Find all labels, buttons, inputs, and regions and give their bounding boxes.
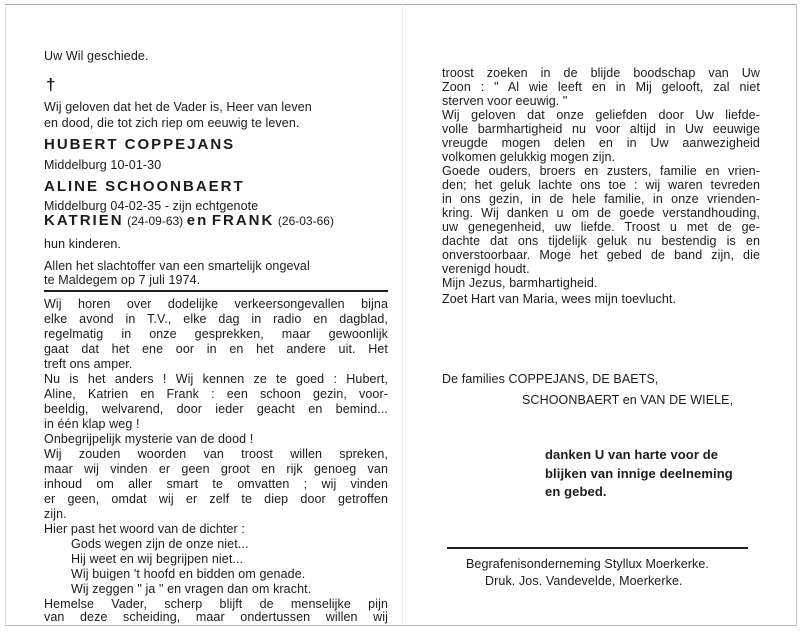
meditation-line: inhoud om aller smart te omvatten ; wij vinden	[44, 477, 388, 491]
prayer-line: den; het geluk lachte ons toe : wij waren tevreden	[442, 178, 760, 192]
meditation-line: regelmatig in onze gesprekken, maar gewoonlijk	[44, 327, 388, 341]
meditation-line: gaat dat het ene oor in en het andere uit. Het	[44, 342, 388, 356]
meditation-line: in één klap weg !	[44, 417, 140, 431]
meditation-line: er geen, omdat wij er zelf te diep door getroffen	[44, 492, 388, 506]
meditation-line: Wij zouden woorden van troost willen spreken,	[44, 447, 388, 461]
opening-line: Uw Wil geschiede.	[44, 49, 149, 63]
thanks-line: en gebed.	[545, 484, 607, 499]
closing-line: van deze scheiding, maar ondertussen willen wij	[44, 610, 388, 624]
poem-line: Wij buigen 't hoofd en bidden om genade.	[71, 567, 306, 581]
children-line	[44, 213, 334, 229]
prayer-line: Goede ouders, broers en zusters, familie en vrien-	[442, 164, 760, 178]
accident-line: Allen het slachtoffer van een smartelijk ongeval	[44, 259, 310, 273]
meditation-line: Onbegrijpelijk mysterie van de dood !	[44, 432, 254, 446]
name-frank: FRANK	[211, 212, 275, 229]
meditation-line: treft ons amper.	[44, 357, 133, 371]
meditation-line: elke avond in T.V., elke dag in radio en dagblad,	[44, 312, 388, 326]
meditation-line: zijn.	[44, 507, 67, 521]
details-aline: Middelburg 04-02-35 - zijn echtgenote	[44, 199, 259, 213]
divider	[44, 290, 388, 292]
cross-icon: †	[46, 75, 56, 94]
thanks-line: blijken van innige deelneming	[545, 466, 733, 481]
invocation-line: Mijn Jezus, barmhartigheid.	[442, 276, 598, 290]
meditation-line: Hier past het woord van de dichter :	[44, 522, 245, 536]
name-hubert: HUBERT COPPEJANS	[44, 136, 236, 153]
poem-line: Wij zeggen " ja " en vragen dan om kracht.	[71, 582, 312, 596]
prayer-line: Zoon : " Al wie leeft en in Mij gelooft, zal niet	[442, 80, 760, 94]
children-label: hun kinderen.	[44, 237, 122, 251]
invocation-line: Zoet Hart van Maria, wees mijn toevlucht.	[442, 292, 677, 306]
date-katrien: (24-09-63)	[127, 214, 184, 228]
prayer-line: volle barmhartigheid nu voor altijd in Uw eeuwige	[442, 122, 760, 136]
prayer-line: kring. Wij danken u om de goede verstandhouding,	[442, 206, 760, 220]
poem-line: Hij weet en wij begrijpen niet...	[71, 552, 244, 566]
prayer-line: dachte dat ons tijdelijk geluk nu bestendig is en	[442, 234, 760, 248]
card-fold	[402, 4, 403, 624]
faith-line: Wij geloven dat het de Vader is, Heer van leven	[44, 100, 312, 114]
children-conjunction: en	[186, 212, 209, 229]
families-line: SCHOONBAERT en VAN DE WIELE,	[522, 393, 734, 407]
footer-divider	[447, 547, 748, 549]
families-line: De families COPPEJANS, DE BAETS,	[442, 372, 659, 386]
prayer-line: vreugde mogen delen en in Uw aanwezigheid	[442, 136, 760, 150]
prayer-line: onverstoorbaar. Moge het gebed de band zijn, die	[442, 248, 760, 262]
thanks-line: danken U van harte voor de	[545, 447, 719, 462]
prayer-line: troost zoeken in de blijde boodschap van Uw	[442, 66, 760, 80]
footer-line: Begrafenisonderneming Styllux Moerkerke.	[466, 557, 710, 571]
closing-line: Hemelse Vader, scherp blijft de menselijke pijn	[44, 597, 388, 611]
meditation-line: beeldig, welvarend, door ieder geacht en bemind...	[44, 402, 388, 416]
prayer-line: uw genegenheid, uw liefde. Troost u met de ge-	[442, 220, 760, 234]
prayer-line: volkomen gelukkig mogen zijn.	[442, 150, 616, 164]
prayer-line: in ons gezin, in de hele familie, in onze vrienden-	[442, 192, 760, 206]
prayer-line: Wij geloven dat onze geliefden door Uw liefde-	[442, 108, 760, 122]
poem-line: Gods wegen zijn de onze niet...	[71, 537, 249, 551]
name-aline: ALINE SCHOONBAERT	[44, 178, 245, 195]
meditation-line: Nu is het anders ! Wij kennen ze te goed : Hubert,	[44, 372, 388, 386]
name-katrien: KATRIEN	[44, 212, 124, 229]
date-frank: (26-03-66)	[277, 214, 334, 228]
meditation-line: Aline, Katrien en Frank : een schoon gezin, voor-	[44, 387, 388, 401]
prayer-line: sterven voor eeuwig. "	[442, 94, 568, 108]
prayer-line: verenigd houdt.	[442, 262, 530, 276]
accident-line: te Maldegem op 7 juli 1974.	[44, 273, 201, 287]
details-hubert: Middelburg 10-01-30	[44, 158, 162, 172]
meditation-line: Wij horen over dodelijke verkeersongevallen bijna	[44, 297, 388, 311]
meditation-line: maar wij vinden er geen groot en rijk genoeg van	[44, 462, 388, 476]
faith-line: en dood, die tot zich riep om eeuwig te leven.	[44, 116, 300, 130]
footer-line: Druk. Jos. Vandevelde, Moerkerke.	[485, 574, 683, 588]
